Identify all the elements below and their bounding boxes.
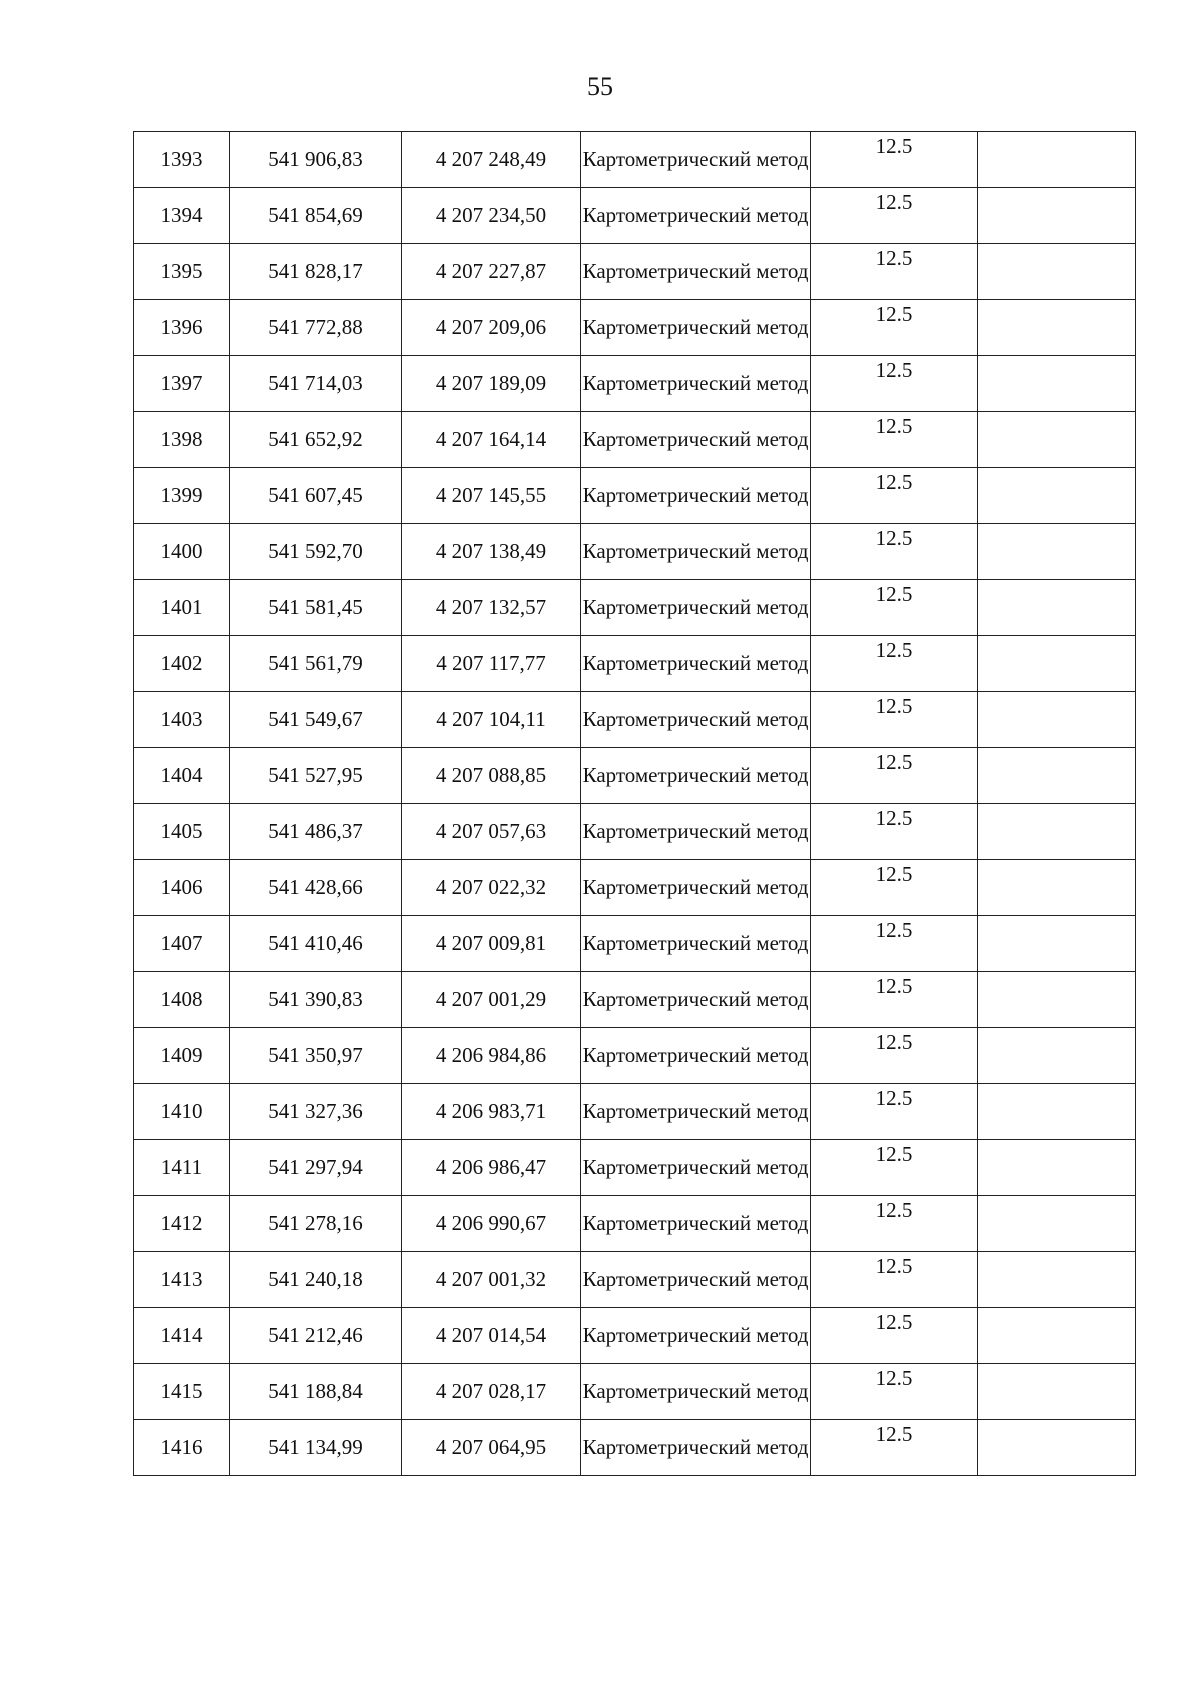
note-cell — [978, 524, 1136, 580]
note-cell — [978, 804, 1136, 860]
note-cell — [978, 1028, 1136, 1084]
point-number-cell: 1411 — [134, 1140, 230, 1196]
note-cell — [978, 300, 1136, 356]
method-cell: Картометрический метод — [581, 1420, 811, 1476]
note-cell — [978, 356, 1136, 412]
point-number-cell: 1412 — [134, 1196, 230, 1252]
y-coordinate-cell: 4 207 088,85 — [402, 748, 581, 804]
y-coordinate-cell: 4 207 014,54 — [402, 1308, 581, 1364]
point-number-cell: 1413 — [134, 1252, 230, 1308]
table-row — [134, 1252, 1136, 1308]
accuracy-cell: 12.5 — [811, 1028, 978, 1084]
x-coordinate-cell: 541 390,83 — [230, 972, 402, 1028]
table-row — [134, 468, 1136, 524]
table-row — [134, 300, 1136, 356]
x-coordinate-cell: 541 278,16 — [230, 1196, 402, 1252]
method-cell: Картометрический метод — [581, 300, 811, 356]
x-coordinate-cell: 541 527,95 — [230, 748, 402, 804]
table-row — [134, 692, 1136, 748]
x-coordinate-cell: 541 188,84 — [230, 1364, 402, 1420]
y-coordinate-cell: 4 206 990,67 — [402, 1196, 581, 1252]
accuracy-cell: 12.5 — [811, 524, 978, 580]
accuracy-cell: 12.5 — [811, 860, 978, 916]
table-row — [134, 748, 1136, 804]
point-number-cell: 1408 — [134, 972, 230, 1028]
method-cell: Картометрический метод — [581, 580, 811, 636]
point-number-cell: 1407 — [134, 916, 230, 972]
y-coordinate-cell: 4 207 001,29 — [402, 972, 581, 1028]
note-cell — [978, 748, 1136, 804]
x-coordinate-cell: 541 212,46 — [230, 1308, 402, 1364]
table-row — [134, 244, 1136, 300]
table-row — [134, 860, 1136, 916]
accuracy-cell: 12.5 — [811, 356, 978, 412]
method-cell: Картометрический метод — [581, 524, 811, 580]
method-cell: Картометрический метод — [581, 916, 811, 972]
x-coordinate-cell: 541 134,99 — [230, 1420, 402, 1476]
method-cell: Картометрический метод — [581, 972, 811, 1028]
point-number-cell: 1399 — [134, 468, 230, 524]
point-number-cell: 1394 — [134, 188, 230, 244]
note-cell — [978, 860, 1136, 916]
note-cell — [978, 972, 1136, 1028]
method-cell: Картометрический метод — [581, 468, 811, 524]
table-row — [134, 804, 1136, 860]
point-number-cell: 1403 — [134, 692, 230, 748]
point-number-cell: 1396 — [134, 300, 230, 356]
y-coordinate-cell: 4 207 132,57 — [402, 580, 581, 636]
point-number-cell: 1398 — [134, 412, 230, 468]
y-coordinate-cell: 4 207 022,32 — [402, 860, 581, 916]
point-number-cell: 1402 — [134, 636, 230, 692]
y-coordinate-cell: 4 207 234,50 — [402, 188, 581, 244]
table-row — [134, 972, 1136, 1028]
x-coordinate-cell: 541 428,66 — [230, 860, 402, 916]
accuracy-cell: 12.5 — [811, 412, 978, 468]
note-cell — [978, 636, 1136, 692]
method-cell: Картометрический метод — [581, 1364, 811, 1420]
x-coordinate-cell: 541 906,83 — [230, 132, 402, 188]
accuracy-cell: 12.5 — [811, 804, 978, 860]
table-row — [134, 1364, 1136, 1420]
y-coordinate-cell: 4 207 057,63 — [402, 804, 581, 860]
x-coordinate-cell: 541 592,70 — [230, 524, 402, 580]
table-row — [134, 356, 1136, 412]
table-row — [134, 1140, 1136, 1196]
table-row — [134, 1196, 1136, 1252]
coordinates-table-body — [134, 132, 1136, 1476]
point-number-cell: 1415 — [134, 1364, 230, 1420]
y-coordinate-cell: 4 207 138,49 — [402, 524, 581, 580]
note-cell — [978, 1140, 1136, 1196]
y-coordinate-cell: 4 207 064,95 — [402, 1420, 581, 1476]
y-coordinate-cell: 4 207 189,09 — [402, 356, 581, 412]
accuracy-cell: 12.5 — [811, 580, 978, 636]
method-cell: Картометрический метод — [581, 356, 811, 412]
note-cell — [978, 468, 1136, 524]
note-cell — [978, 1420, 1136, 1476]
note-cell — [978, 916, 1136, 972]
method-cell: Картометрический метод — [581, 1252, 811, 1308]
accuracy-cell: 12.5 — [811, 1420, 978, 1476]
accuracy-cell: 12.5 — [811, 1308, 978, 1364]
table-row — [134, 580, 1136, 636]
y-coordinate-cell: 4 207 001,32 — [402, 1252, 581, 1308]
y-coordinate-cell: 4 207 164,14 — [402, 412, 581, 468]
x-coordinate-cell: 541 240,18 — [230, 1252, 402, 1308]
method-cell: Картометрический метод — [581, 1308, 811, 1364]
point-number-cell: 1410 — [134, 1084, 230, 1140]
note-cell — [978, 692, 1136, 748]
note-cell — [978, 1308, 1136, 1364]
point-number-cell: 1404 — [134, 748, 230, 804]
accuracy-cell: 12.5 — [811, 1140, 978, 1196]
method-cell: Картометрический метод — [581, 1028, 811, 1084]
point-number-cell: 1397 — [134, 356, 230, 412]
x-coordinate-cell: 541 652,92 — [230, 412, 402, 468]
table-row — [134, 1420, 1136, 1476]
accuracy-cell: 12.5 — [811, 972, 978, 1028]
method-cell: Картометрический метод — [581, 188, 811, 244]
method-cell: Картометрический метод — [581, 860, 811, 916]
point-number-cell: 1414 — [134, 1308, 230, 1364]
x-coordinate-cell: 541 561,79 — [230, 636, 402, 692]
note-cell — [978, 580, 1136, 636]
x-coordinate-cell: 541 297,94 — [230, 1140, 402, 1196]
accuracy-cell: 12.5 — [811, 916, 978, 972]
x-coordinate-cell: 541 828,17 — [230, 244, 402, 300]
coordinates-table — [133, 131, 1136, 1476]
accuracy-cell: 12.5 — [811, 132, 978, 188]
x-coordinate-cell: 541 350,97 — [230, 1028, 402, 1084]
table-row — [134, 524, 1136, 580]
y-coordinate-cell: 4 207 227,87 — [402, 244, 581, 300]
y-coordinate-cell: 4 207 117,77 — [402, 636, 581, 692]
point-number-cell: 1406 — [134, 860, 230, 916]
point-number-cell: 1409 — [134, 1028, 230, 1084]
table-row — [134, 1308, 1136, 1364]
x-coordinate-cell: 541 327,36 — [230, 1084, 402, 1140]
y-coordinate-cell: 4 207 209,06 — [402, 300, 581, 356]
table-row — [134, 132, 1136, 188]
accuracy-cell: 12.5 — [811, 1252, 978, 1308]
accuracy-cell: 12.5 — [811, 692, 978, 748]
method-cell: Картометрический метод — [581, 748, 811, 804]
method-cell: Картометрический метод — [581, 636, 811, 692]
method-cell: Картометрический метод — [581, 1140, 811, 1196]
y-coordinate-cell: 4 207 145,55 — [402, 468, 581, 524]
accuracy-cell: 12.5 — [811, 188, 978, 244]
y-coordinate-cell: 4 207 248,49 — [402, 132, 581, 188]
method-cell: Картометрический метод — [581, 1196, 811, 1252]
accuracy-cell: 12.5 — [811, 748, 978, 804]
table-row — [134, 412, 1136, 468]
point-number-cell: 1393 — [134, 132, 230, 188]
x-coordinate-cell: 541 486,37 — [230, 804, 402, 860]
y-coordinate-cell: 4 207 009,81 — [402, 916, 581, 972]
note-cell — [978, 244, 1136, 300]
y-coordinate-cell: 4 206 986,47 — [402, 1140, 581, 1196]
x-coordinate-cell: 541 854,69 — [230, 188, 402, 244]
x-coordinate-cell: 541 549,67 — [230, 692, 402, 748]
x-coordinate-cell: 541 581,45 — [230, 580, 402, 636]
accuracy-cell: 12.5 — [811, 300, 978, 356]
point-number-cell: 1405 — [134, 804, 230, 860]
point-number-cell: 1400 — [134, 524, 230, 580]
x-coordinate-cell: 541 772,88 — [230, 300, 402, 356]
point-number-cell: 1395 — [134, 244, 230, 300]
note-cell — [978, 1084, 1136, 1140]
method-cell: Картометрический метод — [581, 244, 811, 300]
x-coordinate-cell: 541 607,45 — [230, 468, 402, 524]
y-coordinate-cell: 4 206 984,86 — [402, 1028, 581, 1084]
note-cell — [978, 1252, 1136, 1308]
table-row — [134, 1028, 1136, 1084]
method-cell: Картометрический метод — [581, 132, 811, 188]
method-cell: Картометрический метод — [581, 804, 811, 860]
point-number-cell: 1416 — [134, 1420, 230, 1476]
table-row — [134, 188, 1136, 244]
table-row — [134, 916, 1136, 972]
x-coordinate-cell: 541 714,03 — [230, 356, 402, 412]
note-cell — [978, 412, 1136, 468]
accuracy-cell: 12.5 — [811, 244, 978, 300]
note-cell — [978, 188, 1136, 244]
note-cell — [978, 1364, 1136, 1420]
page-number: 55 — [587, 72, 613, 101]
table-row — [134, 1084, 1136, 1140]
accuracy-cell: 12.5 — [811, 1364, 978, 1420]
note-cell — [978, 132, 1136, 188]
y-coordinate-cell: 4 207 104,11 — [402, 692, 581, 748]
accuracy-cell: 12.5 — [811, 636, 978, 692]
method-cell: Картометрический метод — [581, 692, 811, 748]
accuracy-cell: 12.5 — [811, 1084, 978, 1140]
x-coordinate-cell: 541 410,46 — [230, 916, 402, 972]
y-coordinate-cell: 4 206 983,71 — [402, 1084, 581, 1140]
y-coordinate-cell: 4 207 028,17 — [402, 1364, 581, 1420]
method-cell: Картометрический метод — [581, 412, 811, 468]
note-cell — [978, 1196, 1136, 1252]
method-cell: Картометрический метод — [581, 1084, 811, 1140]
accuracy-cell: 12.5 — [811, 468, 978, 524]
point-number-cell: 1401 — [134, 580, 230, 636]
accuracy-cell: 12.5 — [811, 1196, 978, 1252]
table-row — [134, 636, 1136, 692]
